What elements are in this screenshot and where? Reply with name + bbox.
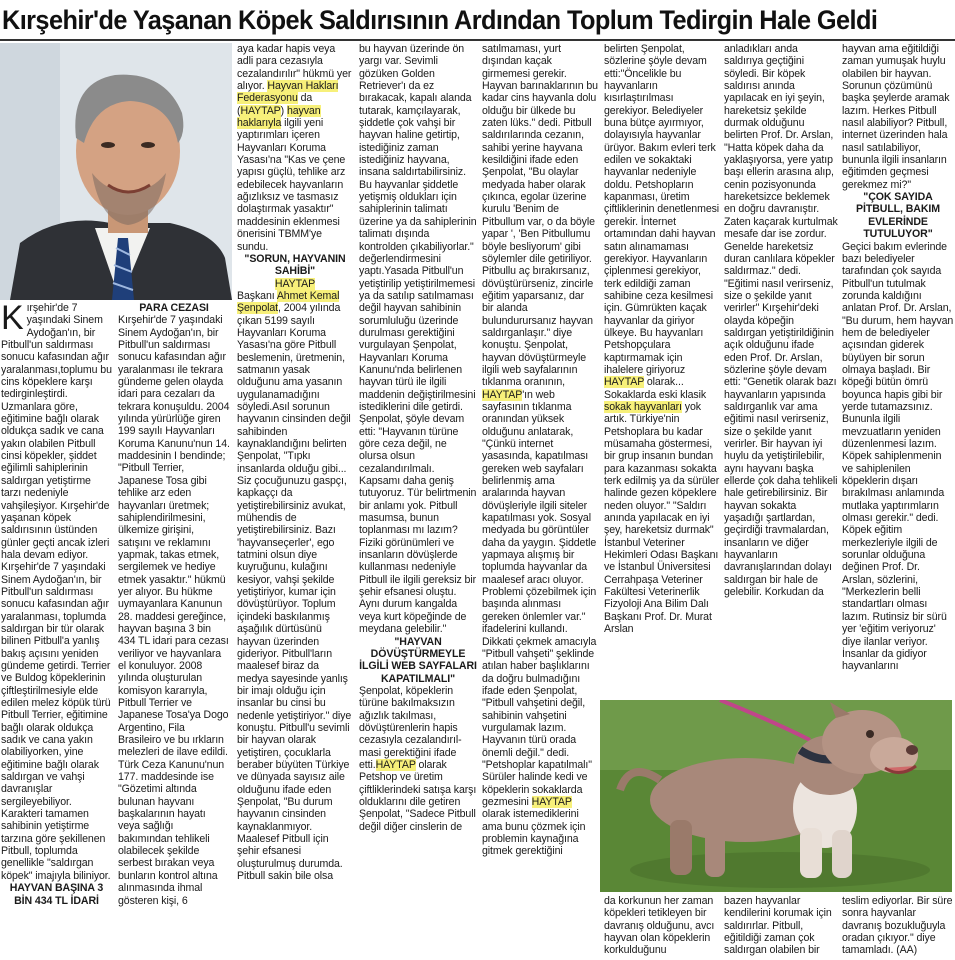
column-3 bbox=[237, 43, 353, 958]
column-8-body-2: Geçici bakım evlerinde bazı belediyeler tarafından çok sayıda Pitbull'un tutulmak zorunda kaldığını anlatan Prof. Dr. Arslan, "Bu durum, hem hayvan hem de belediyeler açısından giderek büyüyen bir sorun olmaya başladı. Bir köpeği bütün ömrü boyunca hapis gibi bir yerde tutamazsınız. Bununla ilgili mevzuatların yeniden düzenlenmesi lazım. Köpek sahiplenmenin ve sahiplenilen köpeklerin dışarı bırakılması anlamında mutlaka yaptırımların olması gerekir." dedi. Köpek eğitim merkezleriyle ilgili de sorunlar olduğuna değinen Prof. Dr. Arslan, sözlerini, "Merkezlerin belli standartları olması lazım. Rutinsiz bir sürü yer 'eğitim veriyoruz' diye ilanlar veriyor. İnsanlar da gidiyor hayvanlarını bbox=[842, 240, 954, 673]
column-8-bottom-body: teslim ediyorlar. Bir süre sonra hayvanlar davranış bozukluğuyla oradan çıkıyor." diye tamamladı. (AA) bbox=[842, 895, 953, 957]
highlight-name: Ahmet Kemal Şenpolat bbox=[237, 289, 340, 315]
column-6-body bbox=[604, 43, 720, 636]
portrait-photo bbox=[0, 43, 232, 300]
column-6-bottom bbox=[604, 895, 720, 958]
text-run: ) bbox=[280, 104, 287, 117]
highlight-haytap: HAYTAP bbox=[274, 277, 316, 290]
column-7-bottom-body: bazen hayvanlar kendilerini korumak için saldırırlar. Pitbull, eğitildiği zaman çok saldırgan olabilen bir bbox=[724, 895, 832, 957]
column-3-body-2 bbox=[237, 290, 353, 883]
column-8-body: hayvan ama eğitildiği zaman yumuşak huylu olabilen bir hayvan. Sorunun çözümünü başka şeylerde aramak lazım. Herkes Pitbull nasıl alabiliyor? Pitbull, internet üzerinden hala nasıl satılabiliyor, bununla ilgili insanların eğitimden geçmesi gerekmez mi?" bbox=[842, 43, 950, 191]
text-run: aya kadar hapis veya adli para cezasıyla cezalandırılır" hükmü yer alıyor. bbox=[237, 43, 352, 93]
text-run: belirten Şenpolat, sözlerine şöyle devam etti:"Öncelikle bu hayvanların kısırlaştırılması gerekiyor. Belediyeler buna bütçe ayırmıyor, dolayısıyla hayvanlar ürüyor. Bakım evleri terk edilen ve sokaktaki hayvanlar nedeniyle doldu. Petshopların kapanması, üretim çiftliklerinin denetlenmesi gerekir. İnternet ortamından dahi hayvan satın alınamaması gerekiyor. Hayvanların çiplenmesi gerekiyor, terk edildiği zaman sahibine ceza kesilmesi için. Gümrükten kaçak hayvanlar da giriyor ülkeye. Bu hayvanları Petshopçulara kaptırmamak için ihalelere giriyoruz bbox=[604, 43, 720, 376]
highlight-rights: hayvan haklarıyla bbox=[237, 104, 321, 130]
subheading-fine: HAYVAN BAŞINA 3 BİN 434 TL İDARİ bbox=[9, 882, 104, 907]
column-4-body-2 bbox=[359, 685, 477, 833]
column-7 bbox=[724, 43, 838, 698]
pitbull-dog-photo bbox=[600, 700, 952, 892]
highlight-haytap: HAYTAP bbox=[531, 795, 572, 808]
drop-cap: K bbox=[1, 302, 24, 337]
highlight-haytap: HAYTAP bbox=[604, 376, 645, 389]
highlight-haytap: HAYTAP bbox=[240, 104, 281, 117]
subheading-websites: "HAYVAN DÖVÜŞTÜRMEYLE İLGİLİ WEB SAYFALARI KAPATILMALI" bbox=[359, 635, 477, 685]
column-2 bbox=[118, 302, 230, 958]
highlight-street-animals: sokak hayvanları bbox=[604, 400, 682, 413]
text-run: olarak istemediklerini ama bunu çözmek için problemin kaynağına gitmek gerektiğini bbox=[482, 808, 586, 858]
column-1 bbox=[1, 302, 112, 958]
text-run: Başkanı bbox=[237, 289, 277, 302]
text-run: ilgili yeni yaptırımları içeren Hayvanları Koruma Yasası'na "Kas ve çene yapısı güçlü, tehlike arz edebilecek hayvanların ağızlıksız ve tasmasız dolaştırmak yasaktır" maddesinin eklenmesi önerisini TBMM'ye sundu. bbox=[237, 117, 346, 253]
column-1-body: ırşehir'de 7 yaşındaki Sinem Aydoğan'ın, bir Pitbull'un saldırması sonucu kafasından ağır yaralanması,toplumu bu cins köpeklere karşı tedirginleştirdi. Uzmanlara göre, eğitimine bağlı olarak oldukça sadık ve cana yakın olabilen Pitbull cinsi köpekler, şiddet eğilimli sahiplerinin saldırgan yetiştirme tarzı nedeniyle vahşileşiyor. Kırşehir'de yaşanan köpek saldırısının üstünden günler geçti ancak izleri hala devam ediyor. Kırşehir'de 7 yaşındaki Sinem Aydoğan'ın, bir Pitbull'un saldırması sonucu kafasından ağır yaralanması, toplumda saldırgan bir tür olarak bilinen Pitbull'a yanlış bakış açısını yeniden gündeme getirdi. Terrier ve Buldog köpeklerinin çiftleştirilmesiyle elde edilen melez köpük türü Pitbull Terrier, eğitimine bağlı olarak oldukça sadık ve cana yakın olabiliyorken, yine eğitimine bağlı olarak saldırgan ve vahşi davranışlar sergileyebiliyor. Karakteri tamamen sahibinin yetiştirme tarzına göre şekillenen Pitbull, toplumda genellikle "saldırgan köpek" imajıyla biliniyor. bbox=[1, 302, 112, 882]
highlight-federation: Hayvan Hakları Federasyonu bbox=[237, 80, 339, 105]
highlight-haytap: HAYTAP bbox=[482, 388, 523, 401]
column-3-body bbox=[237, 43, 353, 253]
headline: Kırşehir'de Yaşanan Köpek Saldırısının Ardından Toplum Tedirgin Hale Geldi bbox=[2, 5, 878, 35]
text-run: satılmaması, yurt dışından kaçak girmemesi gerekir. Hayvan barınaklarının bu kadar cins hayvanla dolu olduğu bir ülkede bu zaten lüks." dedi. Pitbull saldırılarında cezanın, sahibi yerine hayvana kesildiğini ifade eden Şenpolat, "Bu olaylar medyada haber olarak çıkınca, egolar üzerine kurulu 'Benim de Pitbullum var, o da böyle yapar ', 'Ben Pitbullumu böyle besliyorum' gibi söylemler dile getiriliyor. Pitbullu aç bırakırsanız, dövüştürürseniz, zincirle eğitim yaparsanız, dar bir alanda bulundurursanız hayvan saldırganlaşır." diye konuştu. Şenpolat, hayvan dövüştürmeyle ilgili web sayfalarının tıklanma oranının, bbox=[482, 43, 598, 389]
column-6 bbox=[604, 43, 720, 698]
column-2-body: Kırşehir'de 7 yaşındaki Sinem Aydoğan'ın, bir Pitbull'un saldırması sonucu kafasından ağır yaralanması ile tekrara gündeme gelen olayda idari para cezaları da tekrara konuşuldu. 2004 yılında yürürlüğe giren 199 sayılı Hayvanları Koruma Kanunu'nun 14. maddesinin I bendinde; "Pitbull Terrier, Japanese Tosa gibi tehlike arz eden hayvanları üretmek; sahiplendirilmesini, ülkemize girişini, satışını ve reklamını yapmak, takas etmek, sergilemek ve hediye etmek yasaktır." hükmü yer alıyor. Bu hükme uymayanlara Kanunun 28. maddesi gereğince, hayvan başına 3 bin 434 TL idari para cezası veriliyor ve hayvanlara el konuluyor. 2008 yılında oluşturulan komisyon kararıyla, Pitbull Terrier ve Japanese Tosa'ya Dogo Argentino, Fila Brasileiro ve bu ırkların melezleri de ilave edildi. Türk Ceza Kanunu'nun 177. maddesinde ise "Gözetimi altında bulunan hayvanı başkalarının hayatı veya sağlığı bakımından tehlikeli olabilecek şekilde serbest bırakan veya bunların kontrol altına alınmasında ihmal gösteren kişi, 6 bbox=[118, 314, 230, 907]
column-5-body bbox=[482, 43, 598, 858]
column-4-body: bu hayvan üzerinde ön yargı var. Sevimli gözüken Golden Retriever'ı da ez bırakacak, kapalı alanda tutarak, kamçılayarak, şiddetle çok vahşi bir hayvan haline getirtip, istediğiniz zaman istediğiniz hayvana, insana saldırtabilirsiniz. Bu hayvanlar şiddetle yetişmiş oldukları için sahiplerinin talimatı üzerine ya da sahiplerinin talimatı dışında kontrolden çıkabiliyorlar." değerlendirmesini yaptı.Yasada Pitbull'un yetiştirilip yetiştirilmemesi ya da satılıp satılmaması değil hayvan sahibinin sorumluluğu üzerinde durulması gerektiğini vurgulayan Şenpolat, Hayvanları Koruma Kanunu'nda belirlenen hayvan türü ile ilgili maddenin değiştirilmesini istediklerini dile getirdi. Şenpolat, şöyle devam etti: "Hayvanın türüne göre ceza değil, ne olursa olsun cezalandırılmalı. Kapsamı daha geniş tutuyoruz. Tür belirtmenin bir anlamı yok. Pitbull masumsa, bunun toplanması mı lazım? Fiziki görünümleri ve insanların dövüşlerde kullanması nedeniyle Pitbull ile ilgili gereksiz bir şehir efsanesi oluştu. Aynı durum kangalda veya kurt köpeğinde de meydana gelebilir." bbox=[359, 43, 477, 636]
text-run: Şenpolat, köpeklerin türüne bakılmaksızın ağızlık takılması, dövüştürenlerin hapis cezasıyla cezalandırıl masi gerektiğini ifade etti. bbox=[359, 684, 462, 771]
subheading-shelters: "ÇOK SAYIDA PİTBULL, BAKIM EVLERİNDE TUTULUYOR" bbox=[856, 191, 940, 241]
column-4 bbox=[359, 43, 477, 958]
portrait-illustration bbox=[0, 43, 232, 300]
highlight-haytap: HAYTAP bbox=[375, 758, 416, 771]
text-run: olarak Petshop ve üretim çiftliklerindeki satışa karşı olduklarını dile getiren Şenpolat, "Sadece Pitbull değil diğer cinslerin de bbox=[359, 758, 477, 833]
subheading-fine-cont: PARA CEZASI bbox=[139, 302, 209, 314]
text-run: 'ın web sayfasının tıklanma oranından yüksek olduğunu anlatarak, "Çünkü internet yasasında, kapatılması gereken web sayfaları belirlenmiş ama aralarında hayvan dövüşleriyle ilgili siteler kapatılması yok. Sosyal medyada bu görüntüler daha da yaygın. Şiddetle yapmaya alışmış bir toplumda hayvanlar da maalesef aracı oluyor. Problemi çözebilmek için başında alınması gereken önlemler var." ifadelerini kullandı. Dikkati çekmek amacıyla "Pitbull vahşeti" şeklinde atılan haber başlıklarını da doğru bulmadığını ifade eden Şenpolat, "Pitbull vahşetini değil, sahibinin vahşetini vurgulamak lazım. Hayvanın türü orada önemli değil." dedi. "Petshoplar kapatılmalı" Sürüler halinde kedi ve köpeklerin sokaklarda gezmesini bbox=[482, 388, 597, 808]
haytap-line bbox=[237, 278, 353, 290]
column-7-body: anladıkları anda saldırıya geçtiğini söyledi. Bir köpek saldırısı anında yapılacak en iyi şeyin, hareketsiz şekilde durmak olduğunu belirten Prof. Dr. Arslan, "Hatta köpek daha da yaklaşıyorsa, yere yatıp başı ellerin arasına alıp, cenin pozisyonunda hareketsizce beklemek en doğru davranıştır. Zaten kaçarak kurtulmak mesafe dar ise zordur. Genelde hareketsiz duran canlılara köpekler saldırmaz." dedi. "Eğitimi nasıl verirseniz, size o şekilde yanıt verirler" Kırşehir'deki olayda köpeğin saldırgan yetiştirildiğinin açık olduğunu ifade eden Prof. Dr. Arslan, sözlerine şöyle devam etti: "Genetik olarak bazı hayvanların yapısında saldırganlık var ama eğitimi nasıl verirseniz, size o şekilde yanıt verirler. Bir hayvan iyi huylu da yetiştirilebilir, aynı hayvanı başka ellerde çok daha tehlikeli hale getirebilirsiniz. Bir hayvan sokakta yaşadığı şartlardan, geçirdiği travmalardan, insanların ve diğer hayvanların davranışlarından dolayı saldırgan bir hale de gelebilir. Korkudan da bbox=[724, 43, 838, 599]
column-6-bottom-body: da korkunun her zaman köpekleri tetikleyen bir davranış olduğunu, avcı hayvan olan köpeklerin korkulduğunu bbox=[604, 895, 715, 957]
column-5 bbox=[482, 43, 598, 958]
column-1-text bbox=[1, 302, 112, 882]
column-8-bottom bbox=[842, 895, 954, 958]
text-run: , 2004 yılında çıkan 5199 sayılı Hayvanları Koruma Yasası'na göre Pitbull beslemenin, üretmenin, satmanın yasak olduğunu ama yasanın uygulanamadığını söyledi.Asıl sorunun hayvanın cinsinden değil sahibinden kaynaklandığını belirten Şenpolat, "Tıpkı insanlarda olduğu gibi... Siz çocuğunuzu gaspçı, kapkaççı da yetiştirebilirsiniz avukat, mühendis de yetiştirebilirsiniz. Bazı 'hayvanseçerler', ego tatmini olsun diye kuyruğunu, kulağını kesiyor, vahşi şekilde yetiştiriyor, kumar için dövüştürüyor. Toplum içindeki baskılanmış aşağılık dürtüsünü hayvan üzerinden gideriyor. Pitbull'ların maalesef biraz da medya sayesinde yanlış bir imajı olduğu için insanlar bu cinsi bu nedenle yetiştiriyor." diye konuştu. Pitbull'u sevimli bir hayvan olarak yetiştiren, çocuklarla beraber büyüten Türkiye ve dünyada sayısız aile olduğunu ifade eden Şenpolat, "Bu durum hayvanın cinsinden kaynaklanmıyor. Maalesef Pitbull için şehir efsanesi oluşturulmuş durumda. Pitbull sakin bile olsa bbox=[237, 302, 352, 883]
text-run: yok artık. Türkiye'nin Petshoplara bu kadar müsamaha göstermesi, bir grup insanın bundan para kazanması sokakta terk edilmiş ya da sürüler halinde gezen köpeklere neden oluyor." "Saldırı anında yapılacak en iyi şey, hareketsiz durmak" İstanbul Veteriner Hekimleri Odası Başkanı ve İstanbul Üniversitesi Cerrahpaşa Veteriner Fakültesi Veterinerlik Fizyoloji Ana Bilim Dalı Başkanı Prof. Dr. Murat Arslan bbox=[604, 400, 720, 636]
column-7-bottom bbox=[724, 895, 838, 958]
headline-rule bbox=[0, 39, 955, 41]
subheading-owner: "SORUN, HAYVANIN SAHİBİ" bbox=[244, 252, 346, 278]
text-run: olarak... Sokaklarda eski klasik bbox=[604, 376, 707, 401]
dog-illustration bbox=[600, 700, 952, 892]
column-8 bbox=[842, 43, 954, 698]
text-run: da ( bbox=[237, 92, 313, 117]
